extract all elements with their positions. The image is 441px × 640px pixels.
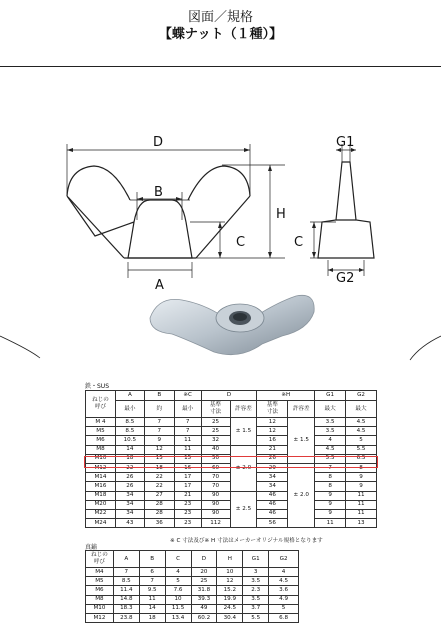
table-cell: 13 xyxy=(346,519,377,528)
table-cell: 15 xyxy=(144,454,174,463)
table-cell: 11 xyxy=(174,436,201,445)
table-cell: 3.5 xyxy=(315,427,346,436)
table-cell: 9 xyxy=(315,500,346,509)
table-cell: 28 xyxy=(144,509,174,518)
table-cell: 5 xyxy=(269,604,299,613)
brass-spec-table xyxy=(85,550,299,623)
table-cell: 4.5 xyxy=(346,427,377,436)
table-cell: 5.5 xyxy=(346,445,377,454)
table-cell: 7 xyxy=(144,418,174,427)
subheader-d-tol: 許容差 xyxy=(230,401,257,418)
table-cell: 6.5 xyxy=(346,454,377,463)
table-cell: 34 xyxy=(115,500,144,509)
table-cell: 3.5 xyxy=(243,577,269,586)
cell-nominal: M5 xyxy=(86,427,116,436)
table-cell: 40 xyxy=(201,445,230,454)
cell-nominal: M20 xyxy=(86,500,116,509)
table-cell: 70 xyxy=(201,473,230,482)
table-cell: 90 xyxy=(201,500,230,509)
header-g2: G2 xyxy=(346,391,377,401)
table-cell: 3.7 xyxy=(243,604,269,613)
table-row xyxy=(86,595,299,604)
table-cell: 9 xyxy=(346,473,377,482)
table-row xyxy=(86,418,377,427)
brass-header-h: H xyxy=(217,551,243,568)
brass-header-g2: G2 xyxy=(269,551,299,568)
table-cell: 14 xyxy=(139,604,165,613)
table-cell: 70 xyxy=(201,482,230,491)
brass-header-c: C xyxy=(165,551,191,568)
table-cell: 8 xyxy=(315,482,346,491)
subheader-g1: 最大 xyxy=(315,401,346,418)
cell-nominal: M8 xyxy=(86,445,116,454)
table-cell: 21 xyxy=(174,491,201,500)
header-g1: G1 xyxy=(315,391,346,401)
table-cell: 22 xyxy=(115,463,144,472)
table-cell: 46 xyxy=(257,509,288,518)
cell-nominal: M18 xyxy=(86,491,116,500)
table-cell: 32 xyxy=(201,436,230,445)
header-c: ※C xyxy=(174,391,201,401)
table-cell: 60 xyxy=(201,463,230,472)
table-cell: 8.5 xyxy=(113,577,139,586)
table-cell: 11 xyxy=(174,445,201,454)
cell-nominal: M8 xyxy=(86,595,114,604)
dim-label-c-side: C xyxy=(294,235,304,250)
table-cell: 18 xyxy=(139,613,165,622)
highlight-row-m10 xyxy=(84,456,378,468)
steel-footnote: ※ C 寸法及び※ H 寸法はメーカーオリジナル規格となります xyxy=(170,538,323,544)
cell-nominal: M 4 xyxy=(86,418,116,427)
table-cell: 12 xyxy=(257,418,288,427)
table-cell: 5.5 xyxy=(243,613,269,622)
table-cell: 14.8 xyxy=(113,595,139,604)
cell-nominal: M5 xyxy=(86,577,114,586)
table-cell: 5.5 xyxy=(315,454,346,463)
table-cell: 16 xyxy=(174,463,201,472)
table-cell: 29 xyxy=(257,463,288,472)
brass-header-g1: G1 xyxy=(243,551,269,568)
cell-d-tolerance: ± 2.0 xyxy=(230,445,257,491)
subheader-b: 約 xyxy=(144,401,174,418)
cell-nominal: M10 xyxy=(86,454,116,463)
cell-d-tolerance: ± 1.5 xyxy=(230,418,257,446)
table-cell: 3.5 xyxy=(315,418,346,427)
table-cell: 8.5 xyxy=(115,427,144,436)
table-cell: 6.8 xyxy=(269,613,299,622)
table-cell: 9 xyxy=(315,509,346,518)
cell-d-tolerance: ± 2.5 xyxy=(230,491,257,528)
table-cell: 11 xyxy=(139,595,165,604)
table-cell: 8 xyxy=(315,473,346,482)
dim-label-g2: G2 xyxy=(336,271,355,286)
page-subtitle: 【蝶ナット（１種）】 xyxy=(158,27,283,42)
table-cell: 3 xyxy=(243,568,269,577)
subheader-g2: 最大 xyxy=(346,401,377,418)
table-cell: 26 xyxy=(115,473,144,482)
subheader-h-tol: 許容差 xyxy=(288,401,315,418)
cell-nominal: M6 xyxy=(86,436,116,445)
table-cell: 36 xyxy=(144,519,174,528)
table-cell: 60.2 xyxy=(191,613,217,622)
table-cell: 20 xyxy=(191,568,217,577)
table-cell: 23 xyxy=(174,519,201,528)
table-cell: 18 xyxy=(144,463,174,472)
table-cell: 4 xyxy=(269,568,299,577)
steel-section-label: 鉄・SUS xyxy=(85,383,110,390)
table-cell: 11.5 xyxy=(165,604,191,613)
table-cell: 7 xyxy=(144,427,174,436)
cell-h-tolerance: ± 2.0 xyxy=(288,463,315,527)
brass-header-a: A xyxy=(113,551,139,568)
table-cell: 4 xyxy=(165,568,191,577)
cell-nominal: M4 xyxy=(86,568,114,577)
table-cell: 25 xyxy=(191,577,217,586)
table-cell: 7 xyxy=(174,418,201,427)
table-cell: 7 xyxy=(113,568,139,577)
table-cell: 12 xyxy=(217,577,243,586)
table-cell: 22 xyxy=(144,473,174,482)
table-cell: 7 xyxy=(139,577,165,586)
table-cell: 10 xyxy=(165,595,191,604)
table-cell: 25 xyxy=(201,418,230,427)
table-cell: 4.5 xyxy=(315,445,346,454)
table-cell: 11 xyxy=(346,509,377,518)
table-cell: 26 xyxy=(115,482,144,491)
header-a: A xyxy=(115,391,144,401)
table-cell: 90 xyxy=(201,491,230,500)
table-cell: 27 xyxy=(144,491,174,500)
cell-nominal: M10 xyxy=(86,604,114,613)
table-cell: 10 xyxy=(217,568,243,577)
table-cell: 4 xyxy=(315,436,346,445)
table-row xyxy=(86,586,299,595)
table-cell: 6 xyxy=(139,568,165,577)
dim-label-h: H xyxy=(276,207,286,222)
subheader-d-base: 基準 寸法 xyxy=(201,401,230,418)
cell-nominal: M14 xyxy=(86,473,116,482)
table-cell: 25 xyxy=(201,427,230,436)
table-cell: 28 xyxy=(144,500,174,509)
table-cell: 34 xyxy=(115,491,144,500)
dim-label-a: A xyxy=(155,278,164,293)
table-cell: 9.5 xyxy=(139,586,165,595)
cell-nominal: M12 xyxy=(86,613,114,622)
brass-header-nominal: ねじの 呼び xyxy=(86,551,114,568)
table-cell: 12 xyxy=(144,445,174,454)
table-cell: 2.3 xyxy=(243,586,269,595)
table-cell: 9 xyxy=(315,491,346,500)
dim-label-c: C xyxy=(236,235,246,250)
table-cell: 8 xyxy=(346,463,377,472)
table-cell: 11 xyxy=(315,519,346,528)
table-cell: 46 xyxy=(257,491,288,500)
dim-label-b: B xyxy=(154,185,163,200)
table-cell: 31.8 xyxy=(191,586,217,595)
table-cell: 15.2 xyxy=(217,586,243,595)
header-d: D xyxy=(201,391,257,401)
table-cell: 18 xyxy=(115,454,144,463)
brass-header-b: B xyxy=(139,551,165,568)
table-cell: 11 xyxy=(346,491,377,500)
table-cell: 23.8 xyxy=(113,613,139,622)
table-cell: 90 xyxy=(201,509,230,518)
header-h: ※H xyxy=(257,391,315,401)
table-cell: 18.3 xyxy=(113,604,139,613)
table-cell: 7 xyxy=(174,427,201,436)
table-cell: 3.6 xyxy=(269,586,299,595)
brass-section-label: 真鍮 xyxy=(85,544,98,551)
table-cell: 7.6 xyxy=(165,586,191,595)
table-cell: 46 xyxy=(257,500,288,509)
table-cell: 56 xyxy=(257,519,288,528)
table-cell: 11 xyxy=(346,500,377,509)
page-title: 図面／規格 xyxy=(187,10,253,25)
header-nominal: ねじの 呼び xyxy=(86,391,116,418)
dim-label-g1: G1 xyxy=(336,135,355,150)
cell-nominal: M24 xyxy=(86,519,116,528)
cell-nominal: M22 xyxy=(86,509,116,518)
dim-label-d: D xyxy=(153,135,164,150)
table-cell: 19.9 xyxy=(217,595,243,604)
table-cell: 17 xyxy=(174,482,201,491)
table-cell: 21 xyxy=(257,445,288,454)
table-cell: 5 xyxy=(165,577,191,586)
table-cell: 17 xyxy=(174,473,201,482)
table-cell: 3.5 xyxy=(243,595,269,604)
subheader-a: 最小 xyxy=(115,401,144,418)
cell-h-tolerance: ± 1.5 xyxy=(288,418,315,464)
table-cell: 9 xyxy=(346,482,377,491)
table-row xyxy=(86,613,299,622)
table-cell: 4.5 xyxy=(269,577,299,586)
subheader-h-base: 基準 寸法 xyxy=(257,401,288,418)
table-row xyxy=(86,604,299,613)
table-cell: 30.4 xyxy=(217,613,243,622)
table-cell: 112 xyxy=(201,519,230,528)
table-cell: 11.4 xyxy=(113,586,139,595)
table-cell: 50 xyxy=(201,454,230,463)
table-cell: 22 xyxy=(144,482,174,491)
cell-nominal: M12 xyxy=(86,463,116,472)
table-cell: 13.4 xyxy=(165,613,191,622)
table-cell: 12 xyxy=(257,427,288,436)
table-cell: 26 xyxy=(257,454,288,463)
table-cell: 23 xyxy=(174,500,201,509)
table-row xyxy=(86,568,299,577)
table-cell: 7 xyxy=(315,463,346,472)
table-cell: 15 xyxy=(174,454,201,463)
table-row xyxy=(86,445,377,454)
table-cell: 16 xyxy=(257,436,288,445)
table-cell: 10.5 xyxy=(115,436,144,445)
table-cell: 4.9 xyxy=(269,595,299,604)
cell-nominal: M16 xyxy=(86,482,116,491)
subheader-c: 最小 xyxy=(174,401,201,418)
header-b: B xyxy=(144,391,174,401)
table-cell: 39.3 xyxy=(191,595,217,604)
brass-header-d: D xyxy=(191,551,217,568)
table-cell: 34 xyxy=(115,509,144,518)
table-cell: 24.5 xyxy=(217,604,243,613)
table-cell: 4.5 xyxy=(346,418,377,427)
table-row xyxy=(86,577,299,586)
table-cell: 5 xyxy=(346,436,377,445)
table-cell: 8.5 xyxy=(115,418,144,427)
table-cell: 34 xyxy=(257,473,288,482)
table-cell: 9 xyxy=(144,436,174,445)
table-cell: 23 xyxy=(174,509,201,518)
table-cell: 14 xyxy=(115,445,144,454)
table-cell: 34 xyxy=(257,482,288,491)
cell-nominal: M6 xyxy=(86,586,114,595)
table-cell: 43 xyxy=(115,519,144,528)
table-row xyxy=(86,491,377,500)
table-cell: 49 xyxy=(191,604,217,613)
